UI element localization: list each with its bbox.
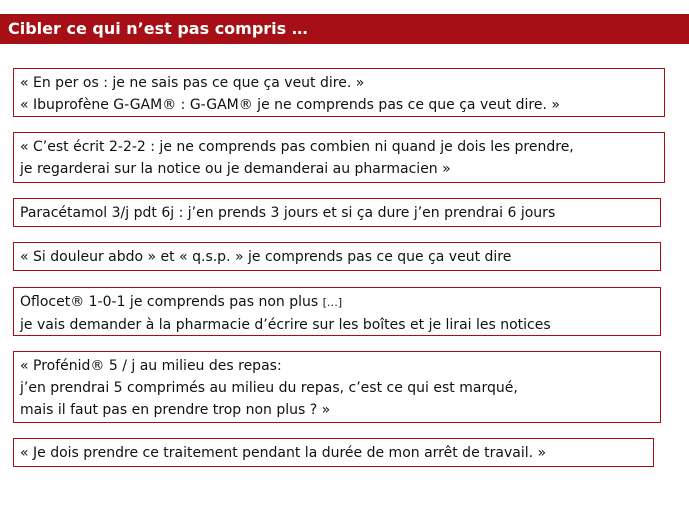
quote-box-paracetamol xyxy=(13,198,661,227)
quote-box-en-per-os xyxy=(13,68,665,117)
quote-line: Paracétamol 3/j pdt 6j : j’en prends 3 jours et si ça dure j’en prendrai 6 jours xyxy=(20,205,556,221)
quote-box-2-2-2 xyxy=(13,132,665,183)
quote-box-arret-de-travail xyxy=(13,438,654,467)
quote-line: « Je dois prendre ce traitement pendant la durée de mon arrêt de travail. » xyxy=(20,445,547,461)
ellipsis-bracket: […] xyxy=(322,296,343,309)
quote-line-main: Oflocet® 1-0-1 je comprends pas non plus xyxy=(20,294,323,310)
title-bar xyxy=(0,14,689,44)
quote-line: « Profénid® 5 / j au milieu des repas: xyxy=(20,358,282,374)
quote-line: je regarderai sur la notice ou je demanderai au pharmacien » xyxy=(20,161,451,177)
quote-line: « En per os : je ne sais pas ce que ça veut dire. » xyxy=(20,75,365,91)
quote-line: je vais demander à la pharmacie d’écrire sur les boîtes et je lirai les notices xyxy=(20,317,551,333)
quote-box-profenid xyxy=(13,351,661,423)
quote-line: « Ibuprofène G-GAM® : G-GAM® je ne comprends pas ce que ça veut dire. » xyxy=(20,97,560,113)
quote-line: j’en prendrai 5 comprimés au milieu du repas, c’est ce qui est marqué, xyxy=(20,380,518,396)
quote-box-douleur-abdo xyxy=(13,242,661,271)
quote-line: « C’est écrit 2-2-2 : je ne comprends pas combien ni quand je dois les prendre, xyxy=(20,139,574,155)
quote-line xyxy=(20,291,660,314)
quote-box-oflocet xyxy=(13,287,661,336)
page-title: Cibler ce qui n’est pas compris … xyxy=(8,19,308,38)
quote-line: mais il faut pas en prendre trop non plus ? » xyxy=(20,402,331,418)
quote-line: « Si douleur abdo » et « q.s.p. » je comprends pas ce que ça veut dire xyxy=(20,249,512,265)
